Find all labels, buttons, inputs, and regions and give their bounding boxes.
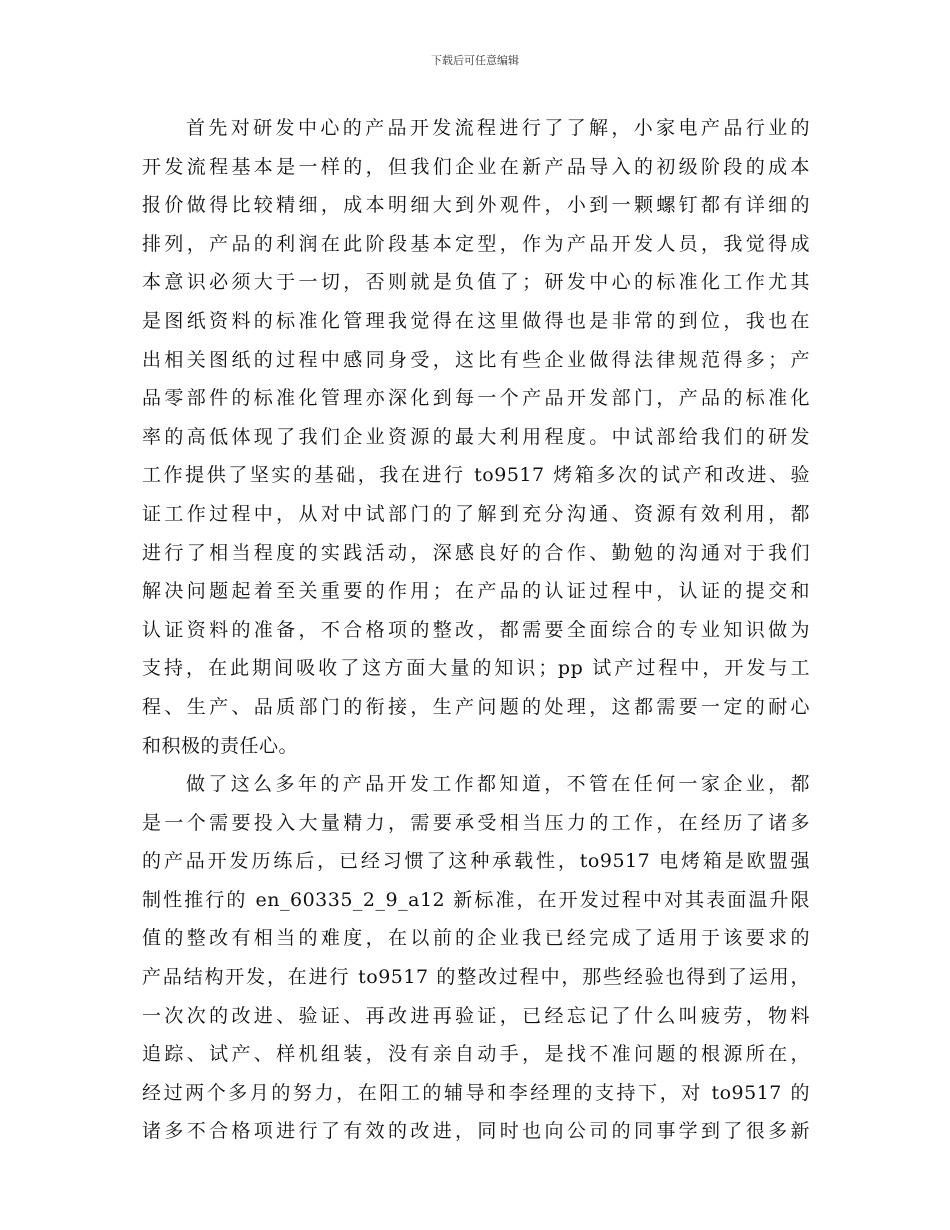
text-line: 经过两个多月的努力，在阳工的辅导和李经理的支持下，对 to9517 的 xyxy=(142,1081,810,1104)
text-line: 率的高低体现了我们企业资源的最大利用程度。中试部给我们的研发 xyxy=(142,425,810,448)
text-line: 进行了相当程度的实践活动，深感良好的合作、勤勉的沟通对于我们 xyxy=(142,541,810,564)
text-line: 做了这么多年的产品开发工作都知道，不管在任何一家企业，都 xyxy=(186,773,810,796)
text-line: 出相关图纸的过程中感同身受，这比有些企业做得法律规范得多；产 xyxy=(142,348,810,371)
document-body xyxy=(142,109,810,1151)
text-line: 的产品开发历练后，已经习惯了这种承载性，to9517 电烤箱是欧盟强 xyxy=(142,850,810,873)
paragraph-2 xyxy=(142,765,810,1151)
text-line: 值的整改有相当的难度，在以前的企业我已经完成了适用于该要求的 xyxy=(142,927,810,950)
text-line: 报价做得比较精细，成本明细大到外观件，小到一颗螺钉都有详细的 xyxy=(142,194,810,217)
text-line: 品零部件的标准化管理亦深化到每一个产品开发部门，产品的标准化 xyxy=(142,387,810,410)
text-line: 追踪、试产、样机组装，没有亲自动手，是找不准问题的根源所在， xyxy=(142,1043,810,1066)
text-line: 程、生产、品质部门的衔接，生产问题的处理，这都需要一定的耐心 xyxy=(142,695,810,718)
text-line: 一次次的改进、验证、再改进再验证，已经忘记了什么叫疲劳，物料 xyxy=(142,1004,810,1027)
text-line: 开发流程基本是一样的，但我们企业在新产品导入的初级阶段的成本 xyxy=(142,155,810,178)
text-line: 诸多不合格项进行了有效的改进，同时也向公司的同事学到了很多新 xyxy=(142,1120,810,1143)
text-line: 本意识必须大于一切，否则就是负值了；研发中心的标准化工作尤其 xyxy=(142,271,810,294)
text-line: 制性推行的 en_60335_2_9_a12 新标准，在开发过程中对其表面温升限 xyxy=(142,888,810,911)
text-line: 产品结构开发，在进行 to9517 的整改过程中，那些经验也得到了运用， xyxy=(142,966,810,989)
text-line: 是图纸资料的标准化管理我觉得在这里做得也是非常的到位，我也在 xyxy=(142,309,810,332)
text-line: 工作提供了坚实的基础，我在进行 to9517 烤箱多次的试产和改进、验 xyxy=(142,464,810,487)
text-line: 解决问题起着至关重要的作用；在产品的认证过程中，认证的提交和 xyxy=(142,580,810,603)
text-line: 证工作过程中，从对中试部门的了解到充分沟通、资源有效利用，都 xyxy=(142,502,810,525)
paragraph-1 xyxy=(142,109,810,765)
text-line: 是一个需要投入大量精力，需要承受相当压力的工作，在经历了诸多 xyxy=(142,811,810,834)
text-line: 排列，产品的利润在此阶段基本定型，作为产品开发人员，我觉得成 xyxy=(142,232,810,255)
text-line: 认证资料的准备，不合格项的整改，都需要全面综合的专业知识做为 xyxy=(142,618,810,641)
text-line: 和积极的责任心。 xyxy=(142,734,299,757)
text-line: 首先对研发中心的产品开发流程进行了了解，小家电产品行业的 xyxy=(186,117,810,139)
text-line: 支持，在此期间吸收了这方面大量的知识；pp 试产过程中，开发与工 xyxy=(142,657,810,680)
page-header: 下载后可任意编辑 xyxy=(431,54,519,67)
